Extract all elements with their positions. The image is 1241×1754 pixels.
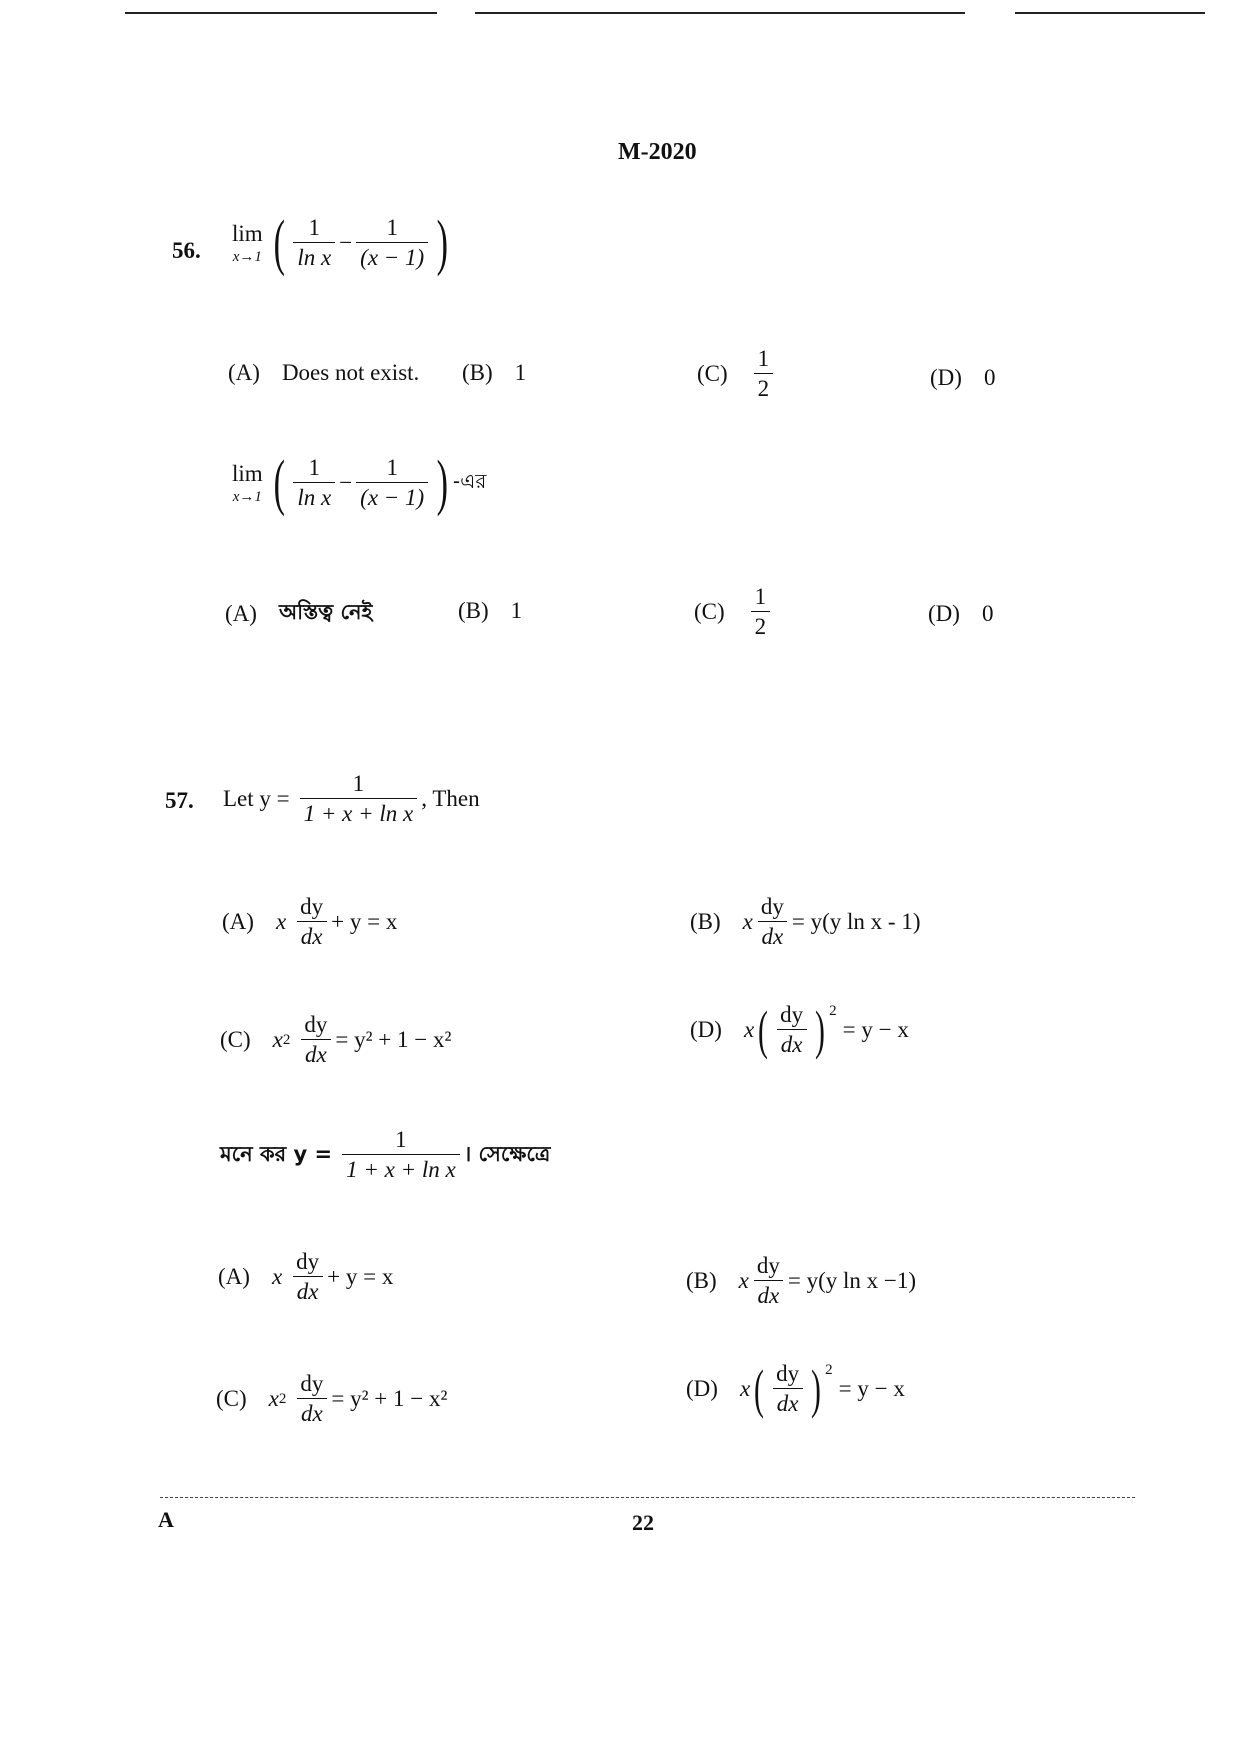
limit-operator: lim x→1	[232, 220, 263, 266]
set-letter: A	[158, 1507, 174, 1532]
q57-option-c: (C) x 2 $\frac{dy}{dx}$ = y² + 1 − x²	[220, 1012, 452, 1068]
q56-option-a: (A) Does not exist.	[228, 360, 420, 385]
q56-bn-option-a: (A) অস্তিত্ব নেই	[225, 600, 373, 626]
paper-code: M-2020	[618, 139, 697, 165]
question-56-expression-bengali: lim x→1 ( $\frac{1}{\text{ln x}}$ − $\frac{1}{(x - 1)}$ ) -এর	[232, 449, 487, 517]
footer-dashed-rule	[160, 1497, 1135, 1498]
top-rule-right	[1015, 12, 1205, 14]
q57-bn-option-a: (A) x $\frac{dy}{dx}$ + y = x	[218, 1249, 394, 1305]
q56-option-c: (C) $\frac{1}{2}$	[697, 347, 777, 401]
q57-bn-option-b: (B) x $\frac{dy}{dx}$ = y(y ln x −1)	[686, 1253, 917, 1309]
page-number: 22	[632, 1510, 654, 1535]
q57-bn-option-c: (C) x 2 $\frac{dy}{dx}$ = y² + 1 − x²	[216, 1371, 448, 1427]
q56-bn-option-c: (C) $\frac{1}{2}$	[694, 585, 774, 639]
q56-option-b: (B) 1	[462, 360, 527, 385]
question-56-number: 56.	[172, 238, 201, 263]
fraction-1-over-x-minus-1: $\frac{1}{(x - 1)}$	[356, 216, 428, 270]
question-57-stem-bengali: মনে কর y = $\frac{1}{\text{1 + x + ln x}}$ । সেক্ষেত্রে	[220, 1127, 551, 1183]
q57-option-a: (A) x $\frac{dy}{dx}$ + y = x	[222, 894, 398, 950]
q56-bn-option-b: (B) 1	[458, 598, 523, 623]
q57-option-b: (B) x $\frac{dy}{dx}$ = y(y ln x - 1)	[690, 894, 921, 950]
bengali-suffix-er: -এর	[452, 468, 487, 493]
q57-option-d: (D) x ( $\frac{dy}{dx}$ ) $^2$ = y − x	[690, 1000, 909, 1061]
fraction-1-over-lnx: $\frac{1}{\text{ln x}}$	[293, 216, 335, 270]
top-rule-left	[125, 12, 437, 14]
q56-option-d: (D) 0	[930, 365, 996, 390]
question-57-number: 57.	[165, 788, 194, 813]
question-56-expression: lim x→1 ( $\frac{1}{\text{ln x}}$ − $\frac{1}{(x - 1)}$ )	[232, 209, 449, 277]
top-rule-middle	[475, 12, 965, 14]
q56-bn-option-d: (D) 0	[928, 601, 994, 626]
question-57-stem: Let y = $\frac{1}{\text{1 + x + ln x}}$ , Then	[223, 771, 480, 827]
q57-bn-option-d: (D) x ( $\frac{dy}{dx}$ ) $^2$ = y − x	[686, 1359, 905, 1420]
